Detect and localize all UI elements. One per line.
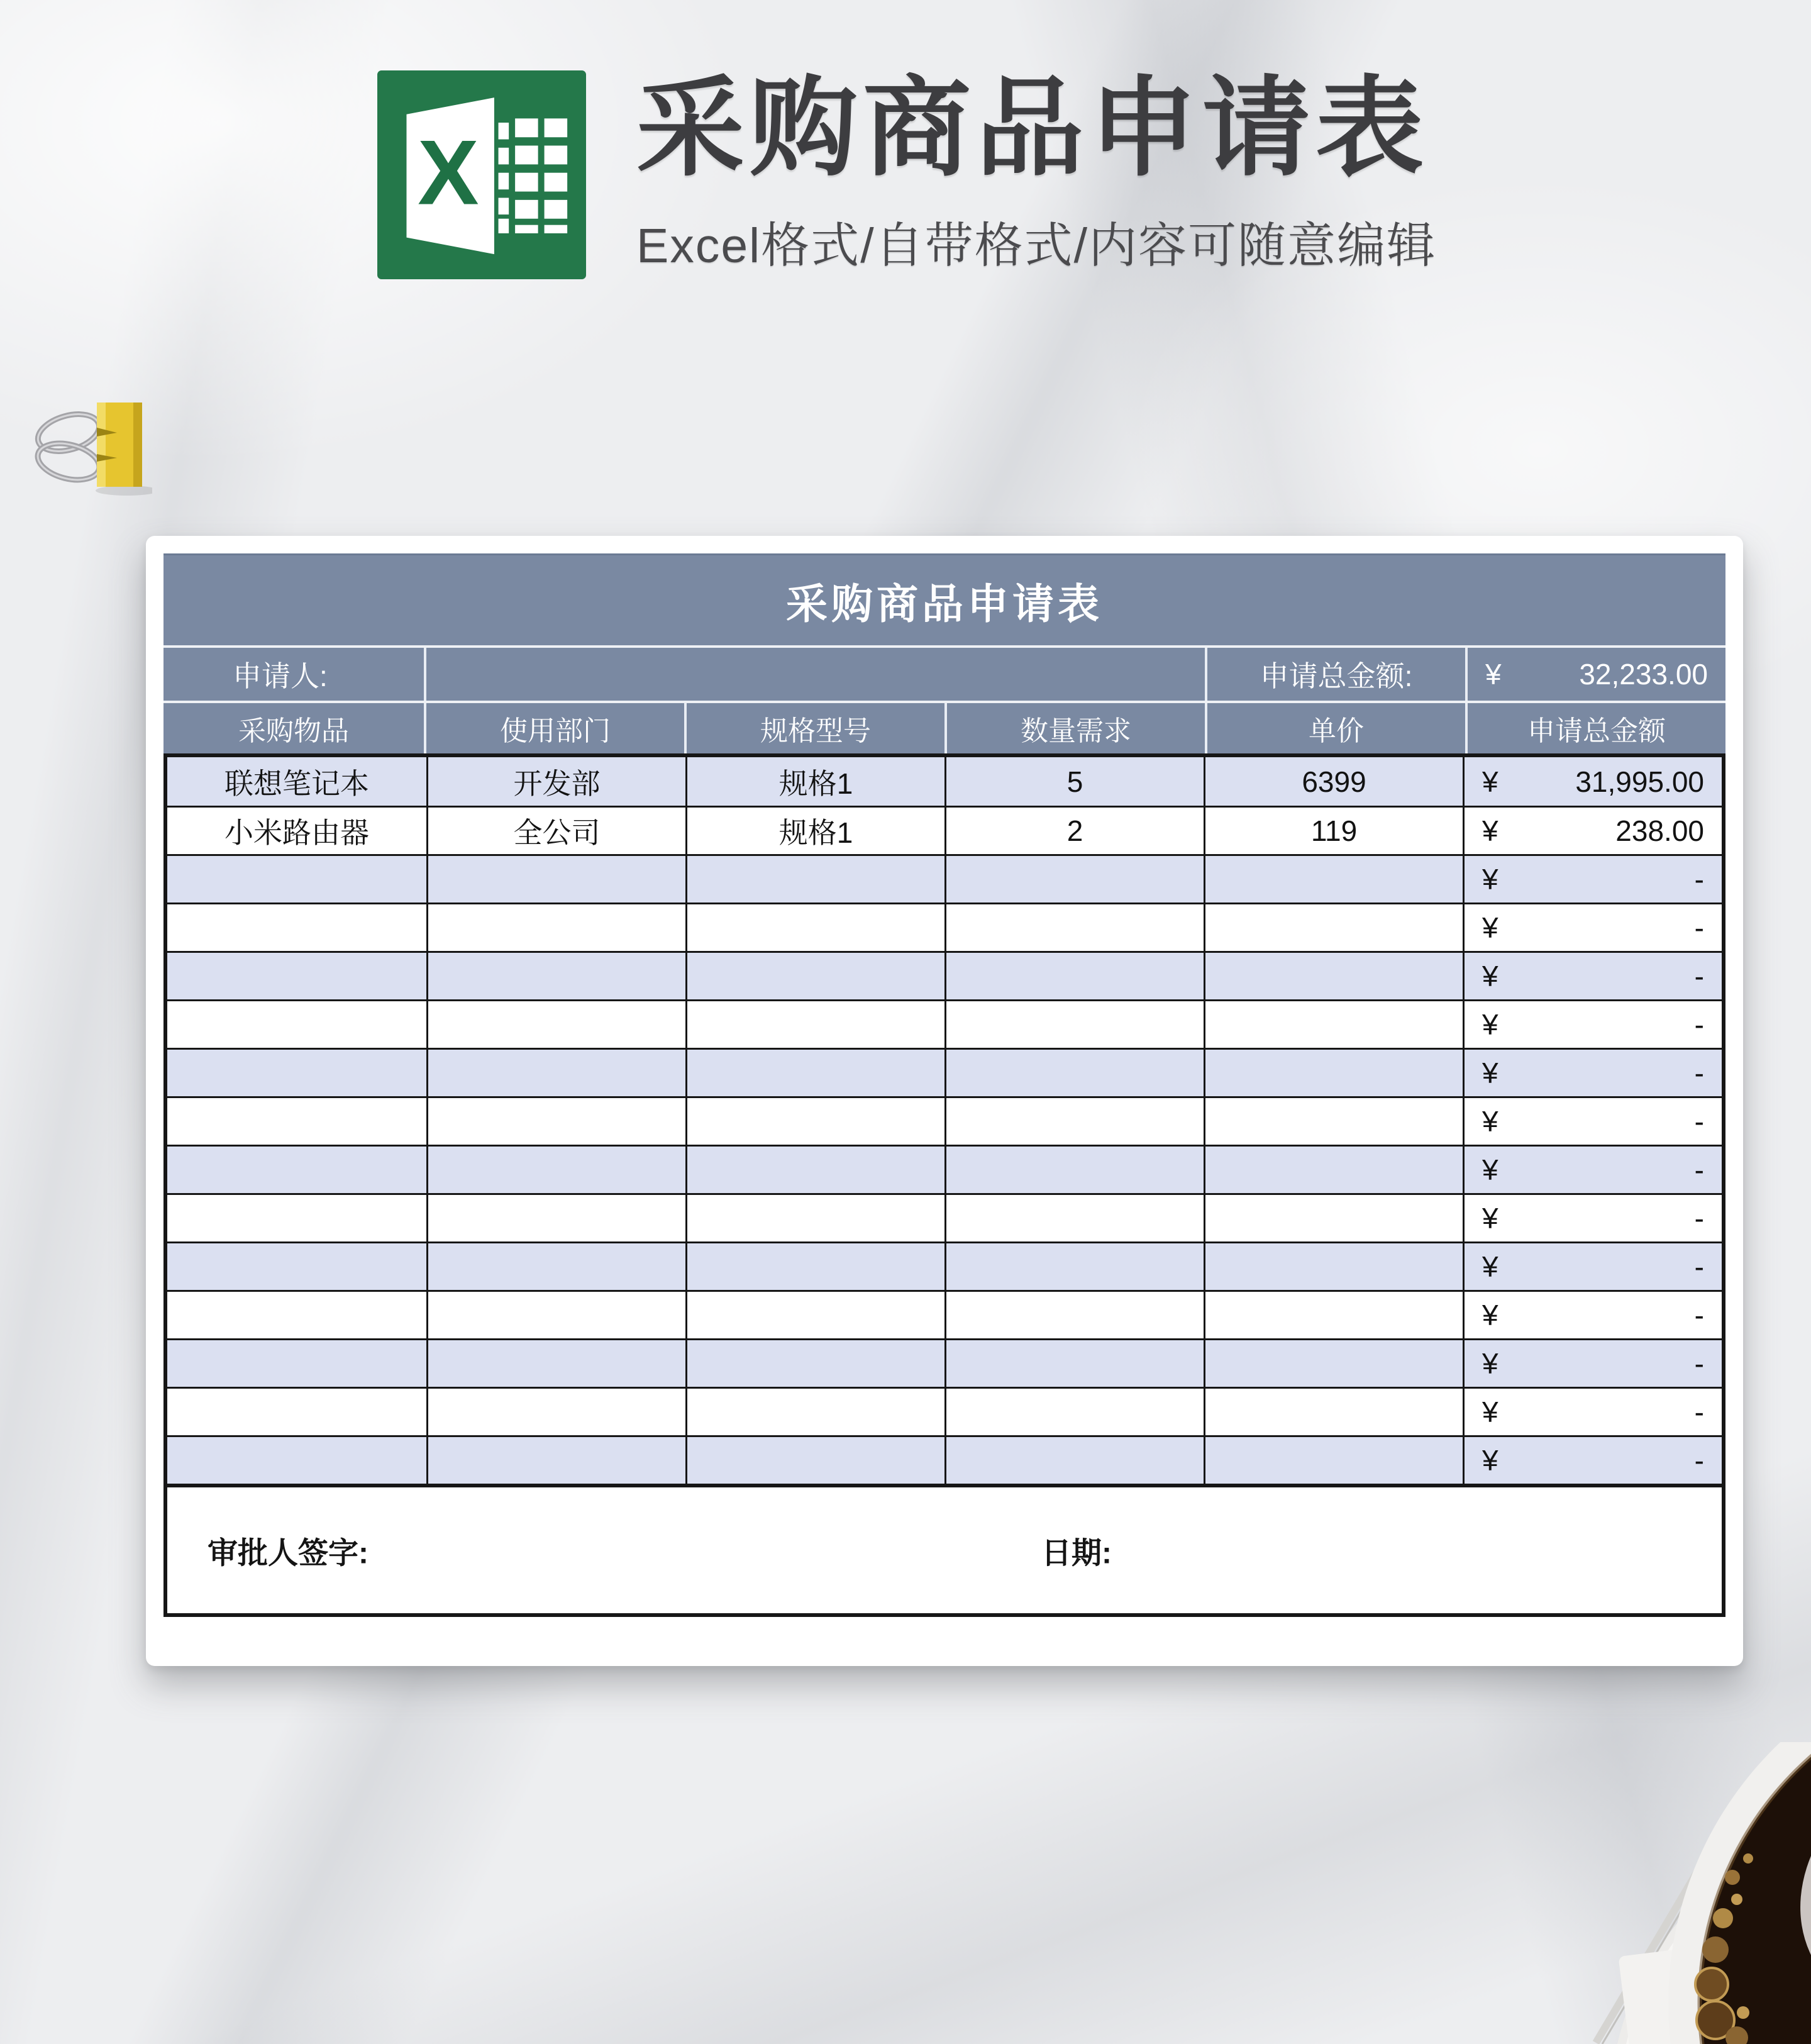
page-header: [377, 70, 1436, 279]
amount-value: -: [1694, 1008, 1704, 1041]
table-row: [167, 951, 1722, 999]
cell-amount: [1463, 1243, 1722, 1290]
cell-dept: [426, 1001, 685, 1048]
cell-dept: [426, 1292, 685, 1338]
cell-price: [1204, 1050, 1463, 1096]
cell-price: 119: [1204, 808, 1463, 854]
currency-symbol: ¥: [1482, 1105, 1498, 1138]
cell-item: [167, 1340, 426, 1387]
sheet-footer: [163, 1484, 1725, 1617]
cell-qty: [944, 1437, 1204, 1484]
cell-qty: [944, 1389, 1204, 1435]
cell-amount: [1463, 1050, 1722, 1096]
cell-amount: [1463, 757, 1722, 806]
cell-item: [167, 1001, 426, 1048]
cell-amount: [1463, 1389, 1722, 1435]
table-row: [167, 1338, 1722, 1387]
column-header: 申请总金额: [1465, 703, 1725, 753]
amount-value: -: [1694, 1153, 1704, 1186]
table-row: [167, 903, 1722, 951]
excel-logo-icon: [377, 70, 586, 279]
currency-symbol: ¥: [1482, 1202, 1498, 1235]
cell-qty: [944, 1292, 1204, 1338]
currency-symbol: ¥: [1482, 1396, 1498, 1428]
cell-qty: [944, 1195, 1204, 1241]
cell-spec: [685, 1340, 944, 1387]
cell-qty: 5: [944, 757, 1204, 806]
cell-qty: [944, 1098, 1204, 1145]
amount-value: -: [1694, 960, 1704, 992]
applicant-row: [163, 648, 1725, 703]
page-subtitle: Excel格式/自带格式/内容可随意编辑: [636, 218, 1437, 273]
cell-spec: [685, 1001, 944, 1048]
cell-price: [1204, 1437, 1463, 1484]
approver-signature-label: 审批人签字:: [208, 1536, 368, 1570]
cell-dept: [426, 1147, 685, 1193]
cell-spec: [685, 953, 944, 999]
cell-qty: [944, 904, 1204, 951]
cell-dept: [426, 1437, 685, 1484]
total-label: 申请总金额:: [1205, 648, 1465, 701]
cell-amount: [1463, 953, 1722, 999]
cell-amount: [1463, 1001, 1722, 1048]
cell-qty: 2: [944, 808, 1204, 854]
cell-amount: [1463, 904, 1722, 951]
cell-dept: [426, 856, 685, 903]
cell-amount: [1463, 1195, 1722, 1241]
cell-item: [167, 1437, 426, 1484]
cell-price: [1204, 1147, 1463, 1193]
sheet-title: 采购商品申请表: [163, 553, 1725, 648]
currency-symbol: ¥: [1482, 1299, 1498, 1331]
currency-symbol: ¥: [1482, 1153, 1498, 1186]
cell-spec: [685, 1195, 944, 1241]
amount-value: -: [1694, 1057, 1704, 1089]
cell-price: [1204, 1098, 1463, 1145]
cell-qty: [944, 1147, 1204, 1193]
excel-logo-letter: X: [418, 121, 479, 224]
amount-value: -: [1694, 863, 1704, 896]
cell-spec: [685, 1050, 944, 1096]
currency-symbol: ¥: [1482, 765, 1498, 798]
cell-amount: [1463, 856, 1722, 903]
total-amount-cell: [1465, 648, 1725, 701]
table-row: [167, 1193, 1722, 1241]
cell-spec: [685, 1098, 944, 1145]
cell-spec: [685, 1292, 944, 1338]
table-row: [167, 806, 1722, 854]
amount-value: -: [1694, 1202, 1704, 1235]
cell-price: [1204, 953, 1463, 999]
cell-spec: [685, 856, 944, 903]
binder-clip: [33, 391, 152, 498]
currency-symbol: ¥: [1482, 814, 1498, 847]
cell-dept: 开发部: [426, 757, 685, 806]
cell-qty: [944, 953, 1204, 999]
cell-dept: [426, 1195, 685, 1241]
cell-item: [167, 856, 426, 903]
cell-item: [167, 1389, 426, 1435]
cell-item: [167, 1243, 426, 1290]
table-row: [167, 1048, 1722, 1096]
cell-item: 小米路由器: [224, 816, 369, 849]
amount-value: -: [1694, 911, 1704, 944]
sheet: [163, 553, 1725, 1617]
cell-qty: [944, 1050, 1204, 1096]
cell-qty: [944, 1340, 1204, 1387]
column-header: 规格型号: [684, 703, 944, 753]
cell-item: [167, 1050, 426, 1096]
applicant-label: 申请人:: [233, 660, 328, 692]
spreadsheet-card: [146, 536, 1743, 1666]
cell-amount: [1463, 1147, 1722, 1193]
cell-price: [1204, 1389, 1463, 1435]
amount-value: -: [1694, 1105, 1704, 1138]
cell-price: [1204, 1195, 1463, 1241]
cell-qty: [944, 856, 1204, 903]
cell-dept: 全公司: [426, 808, 685, 854]
cell-price: [1204, 1340, 1463, 1387]
currency-symbol: ¥: [1485, 658, 1502, 691]
cell-spec: [685, 1389, 944, 1435]
date-label: 日期:: [1041, 1536, 1112, 1570]
cell-item: [167, 1147, 426, 1193]
cell-price: [1204, 1001, 1463, 1048]
column-header-row: [163, 703, 1725, 753]
amount-value: -: [1694, 1250, 1704, 1283]
cell-item: [167, 904, 426, 951]
table-row: [167, 999, 1722, 1048]
cell-item: 联想笔记本: [224, 767, 369, 800]
table-row: [167, 854, 1722, 903]
amount-value: -: [1694, 1396, 1704, 1428]
cell-amount: [1463, 1292, 1722, 1338]
currency-symbol: ¥: [1482, 1008, 1498, 1041]
header-text: [636, 70, 1436, 277]
table-row: [167, 1387, 1722, 1435]
cell-dept: [426, 953, 685, 999]
cell-dept: [426, 904, 685, 951]
cell-price: 6399: [1204, 757, 1463, 806]
cell-amount: [1463, 1098, 1722, 1145]
cell-amount: [1463, 1437, 1722, 1484]
table-row: [167, 1290, 1722, 1338]
currency-symbol: ¥: [1482, 1444, 1498, 1477]
currency-symbol: ¥: [1482, 911, 1498, 944]
cell-spec: 规格1: [685, 808, 944, 854]
cell-qty: [944, 1001, 1204, 1048]
column-header: 使用部门: [424, 703, 684, 753]
cell-spec: [685, 1437, 944, 1484]
table-row: [167, 1241, 1722, 1290]
total-amount-value: 32,233.00: [1579, 658, 1708, 691]
table-row: [167, 1435, 1722, 1484]
column-header: 采购物品: [238, 716, 349, 747]
cell-price: [1204, 856, 1463, 903]
cell-spec: [685, 904, 944, 951]
currency-symbol: ¥: [1482, 863, 1498, 896]
cell-dept: [426, 1098, 685, 1145]
amount-value: -: [1694, 1347, 1704, 1380]
cell-price: [1204, 1243, 1463, 1290]
cell-spec: [685, 1243, 944, 1290]
amount-value: -: [1694, 1444, 1704, 1477]
amount-value: 31,995.00: [1575, 765, 1704, 798]
applicant-value-cell: [424, 648, 1205, 701]
currency-symbol: ¥: [1482, 1057, 1498, 1089]
cell-dept: [426, 1389, 685, 1435]
cell-dept: [426, 1243, 685, 1290]
column-header: 数量需求: [944, 703, 1205, 753]
column-header: 单价: [1205, 703, 1465, 753]
cell-dept: [426, 1050, 685, 1096]
currency-symbol: ¥: [1482, 1250, 1498, 1283]
amount-value: 238.00: [1615, 814, 1704, 847]
table-row: [167, 757, 1722, 806]
coffee-cup: [1515, 1742, 1811, 2044]
currency-symbol: ¥: [1482, 960, 1498, 992]
cell-item: [167, 953, 426, 999]
page-title: 采购商品申请表: [636, 68, 1429, 189]
amount-value: -: [1694, 1299, 1704, 1331]
table-row: [167, 1096, 1722, 1145]
cell-price: [1204, 904, 1463, 951]
cell-dept: [426, 1340, 685, 1387]
cell-item: [167, 1195, 426, 1241]
cell-amount: [1463, 1340, 1722, 1387]
table-row: [167, 1145, 1722, 1193]
cell-item: [167, 1292, 426, 1338]
cell-item: [167, 1098, 426, 1145]
cell-spec: [685, 1147, 944, 1193]
cell-qty: [944, 1243, 1204, 1290]
cell-spec: 规格1: [685, 757, 944, 806]
cell-amount: [1463, 808, 1722, 854]
cell-price: [1204, 1292, 1463, 1338]
currency-symbol: ¥: [1482, 1347, 1498, 1380]
data-rows: [163, 753, 1725, 1484]
